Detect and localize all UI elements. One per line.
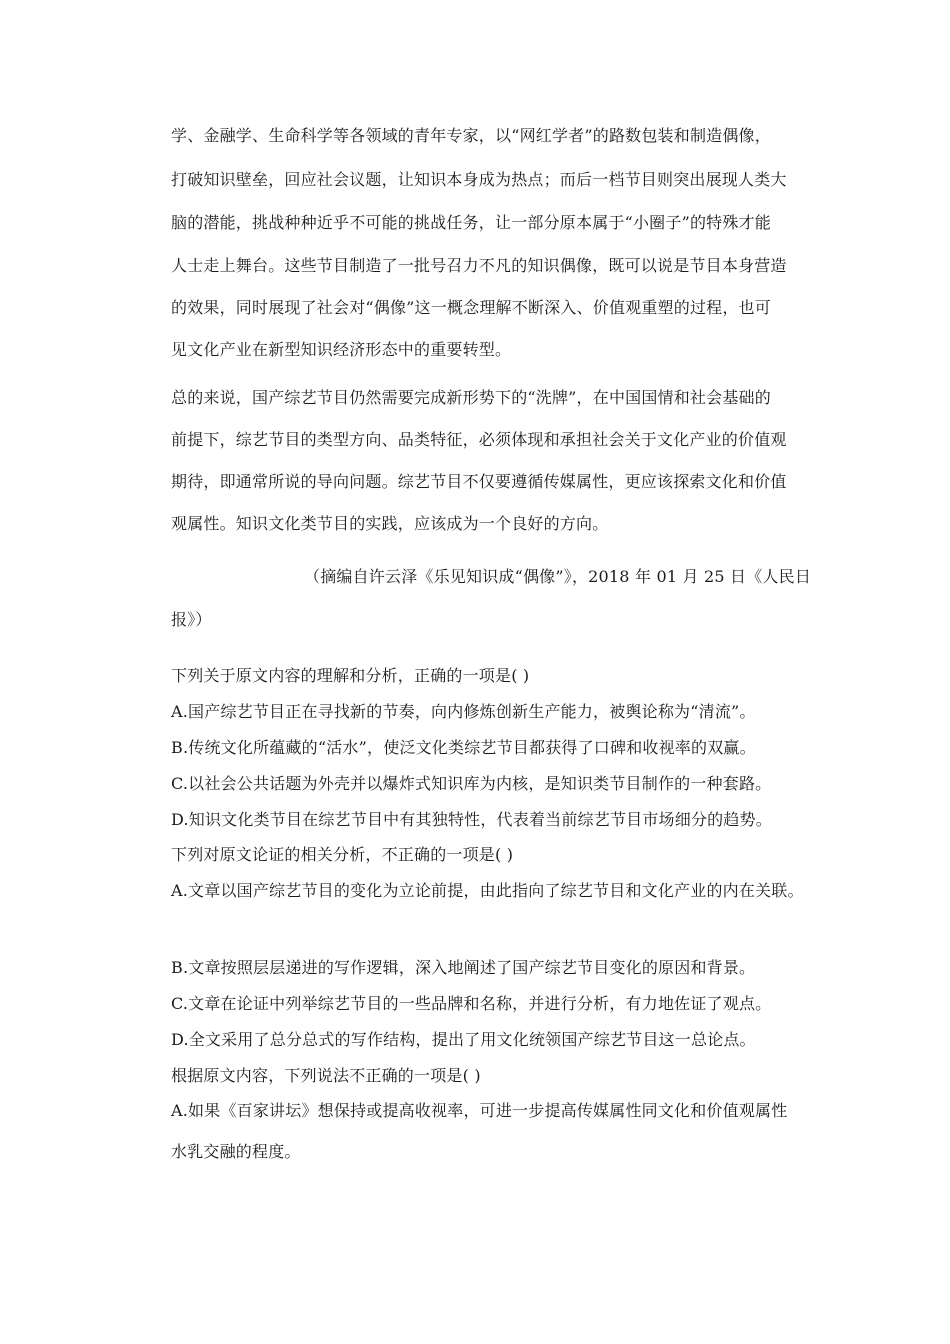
question-2-option-c: C.文章在论证中列举综艺节目的一些品牌和名称，并进行分析，有力地佐证了观点。 xyxy=(171,994,772,1013)
question-1-option-d: D.知识文化类节目在综艺节目中有其独特性，代表着当前综艺节目市场细分的趋势。 xyxy=(171,810,772,829)
question-2-option-d: D.全文采用了总分总式的写作结构，提出了用文化统领国产综艺节目这一总论点。 xyxy=(171,1030,756,1049)
source-citation-line-1: （摘编自许云泽《乐见知识成“偶像”》，2018 年 01 月 25 日《人民日 xyxy=(304,567,812,586)
passage-para2-line-3: 期待，即通常所说的导向问题。综艺节目不仅要遵循传媒属性，更应该探索文化和价值 xyxy=(171,472,787,491)
passage-para1-line-6: 见文化产业在新型知识经济形态中的重要转型。 xyxy=(171,340,512,359)
passage-para2-line-1: 总的来说，国产综艺节目仍然需要完成新形势下的“洗牌”，在中国国情和社会基础的 xyxy=(171,388,771,407)
passage-para2-line-2: 前提下，综艺节目的类型方向、品类特征，必须体现和承担社会关于文化产业的价值观 xyxy=(171,430,787,449)
question-3-stem: 根据原文内容，下列说法不正确的一项是( ) xyxy=(171,1066,481,1085)
passage-para1-line-2: 打破知识壁垒，回应社会议题，让知识本身成为热点；而后一档节目则突出展现人类大 xyxy=(171,170,787,189)
question-3-option-a-line-2: 水乳交融的程度。 xyxy=(171,1142,301,1161)
source-citation-line-2: 报》） xyxy=(171,610,212,629)
passage-para1-line-3: 脑的潜能，挑战种种近乎不可能的挑战任务，让一部分原本属于“小圈子”的特殊才能 xyxy=(171,213,771,232)
passage-para1-line-5: 的效果，同时展现了社会对“偶像”这一概念理解不断深入、价值观重塑的过程，也可 xyxy=(171,298,771,317)
question-2-option-a: A.文章以国产综艺节目的变化为立论前提，由此指向了综艺节目和文化产业的内在关联。 xyxy=(171,881,804,900)
question-1-option-a: A.国产综艺节目正在寻找新的节奏，向内修炼创新生产能力，被舆论称为“清流”。 xyxy=(171,702,756,721)
passage-para1-line-1: 学、金融学、生命科学等各领域的青年专家，以“网红学者”的路数包装和制造偶像， xyxy=(171,126,771,145)
question-1-option-c: C.以社会公共话题为外壳并以爆炸式知识库为内核，是知识类节目制作的一种套路。 xyxy=(171,774,772,793)
question-2-stem: 下列对原文论证的相关分析，不正确的一项是( ) xyxy=(171,845,514,864)
question-1-stem: 下列关于原文内容的理解和分析，正确的一项是( ) xyxy=(171,666,530,685)
question-3-option-a-line-1: A.如果《百家讲坛》想保持或提高收视率，可进一步提高传媒属性同文化和价值观属性 xyxy=(171,1101,788,1120)
question-2-option-b: B.文章按照层层递进的写作逻辑，深入地阐述了国产综艺节目变化的原因和背景。 xyxy=(171,958,756,977)
passage-para1-line-4: 人士走上舞台。这些节目制造了一批号召力不凡的知识偶像，既可以说是节目本身营造 xyxy=(171,256,787,275)
question-1-option-b: B.传统文化所蕴藏的“活水”，使泛文化类综艺节目都获得了口碑和收视率的双赢。 xyxy=(171,738,756,757)
passage-para2-line-4: 观属性。知识文化类节目的实践，应该成为一个良好的方向。 xyxy=(171,514,609,533)
